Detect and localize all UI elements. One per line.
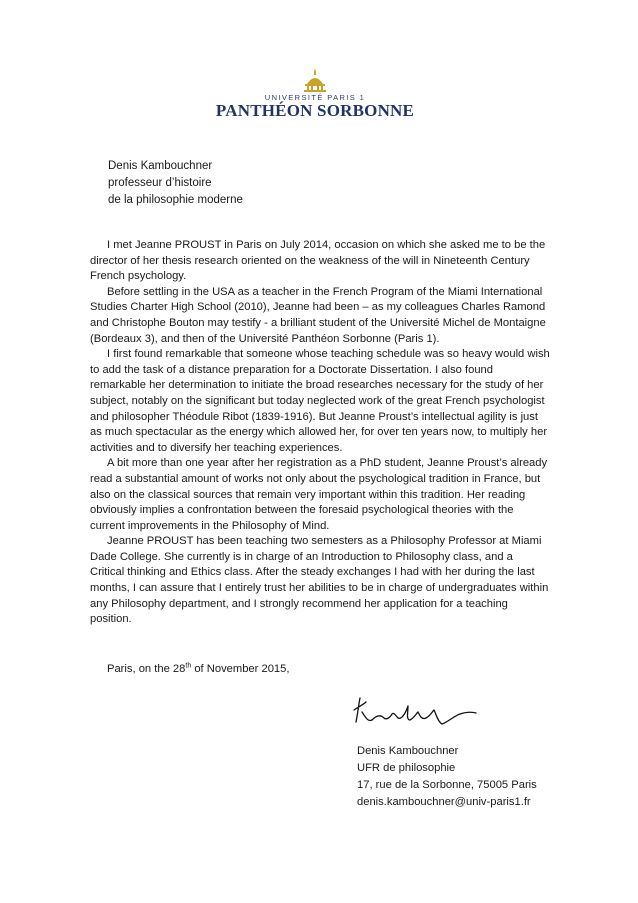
- signer-address: 17, rue de la Sorbonne, 75005 Paris: [357, 779, 537, 791]
- paragraph: I first found remarkable that someone whose teaching schedule was so heavy would wish to add the task of a distance preparation for a Doctorate Dissertation. I also found remarkable her determination to initiate the broad researches necessary for the study of her subject, notably on the significant but today neglected work of the great French psychologist and philosopher Théodule Ribot (1839-1916). But Jeanne Proust’s intellectual agility is just as much spectacular as the energy which allowed her, for over ten years now, to multiply her activities and to diversify her teaching experiences.: [90, 348, 550, 454]
- author-header: [108, 158, 243, 209]
- signer-department: UFR de philosophie: [357, 762, 456, 774]
- author-title-line-2: de la philosophie moderne: [108, 194, 243, 206]
- closing-prefix: Paris, on the 28: [107, 663, 186, 675]
- university-logo: [215, 68, 415, 130]
- paragraph: Before settling in the USA as a teacher in the French Program of the Miami International Studies Charter High School (2010), Jeanne had been – as my colleagues Charles Ramond and Christophe Bouton may testify - a brilliant student of the Université Michel de Montaigne (Bordeaux 3), and then of the Université Panthéon Sorbonne (Paris 1).: [90, 285, 546, 345]
- author-name: Denis Kambouchner: [108, 160, 213, 172]
- signer-name: Denis Kambouchner: [357, 745, 459, 757]
- signature-block: [357, 743, 537, 811]
- logo-name-line: PANTHÉON SORBONNE: [215, 101, 415, 120]
- closing-suffix: of November 2015,: [191, 663, 290, 675]
- letter-body: [90, 238, 550, 628]
- pantheon-dome-icon: [302, 68, 328, 92]
- handwritten-signature: [350, 692, 480, 732]
- paragraph: Jeanne PROUST has been teaching two semesters as a Philosophy Professor at Miami Dade College. She currently is in charge of an Introduction to Philosophy class, and a Critical thinking and Ethics class. After the steady exchanges I had with her during the last months, I can assure that I entirely trust her abilities to be in charge of undergraduates within any Philosophy department, and I strongly recommend her application for a teaching position.: [90, 535, 549, 626]
- closing-superscript: th: [185, 662, 192, 670]
- closing-date-line: [90, 662, 289, 678]
- author-title-line-1: professeur d’histoire: [108, 177, 212, 189]
- paragraph: A bit more than one year after her registration as a PhD student, Jeanne Proust’s already read a substantial amount of works not only about the psychological tradition in France, but also on the classical sources that remain very important within this tradition. Her reading obviously implies a confrontation between the foresaid psychological theories with the current improvements in the Philosophy of Mind.: [90, 457, 548, 532]
- signer-email: denis.kambouchner@univ-paris1.fr: [357, 796, 531, 808]
- paragraph: I met Jeanne PROUST in Paris on July 2014, occasion on which she asked me to be the director of her thesis research oriented on the weakness of the will in Nineteenth Century French psychology.: [90, 239, 546, 283]
- logo-university-line: UNIVERSITÉ PARIS 1: [264, 93, 366, 102]
